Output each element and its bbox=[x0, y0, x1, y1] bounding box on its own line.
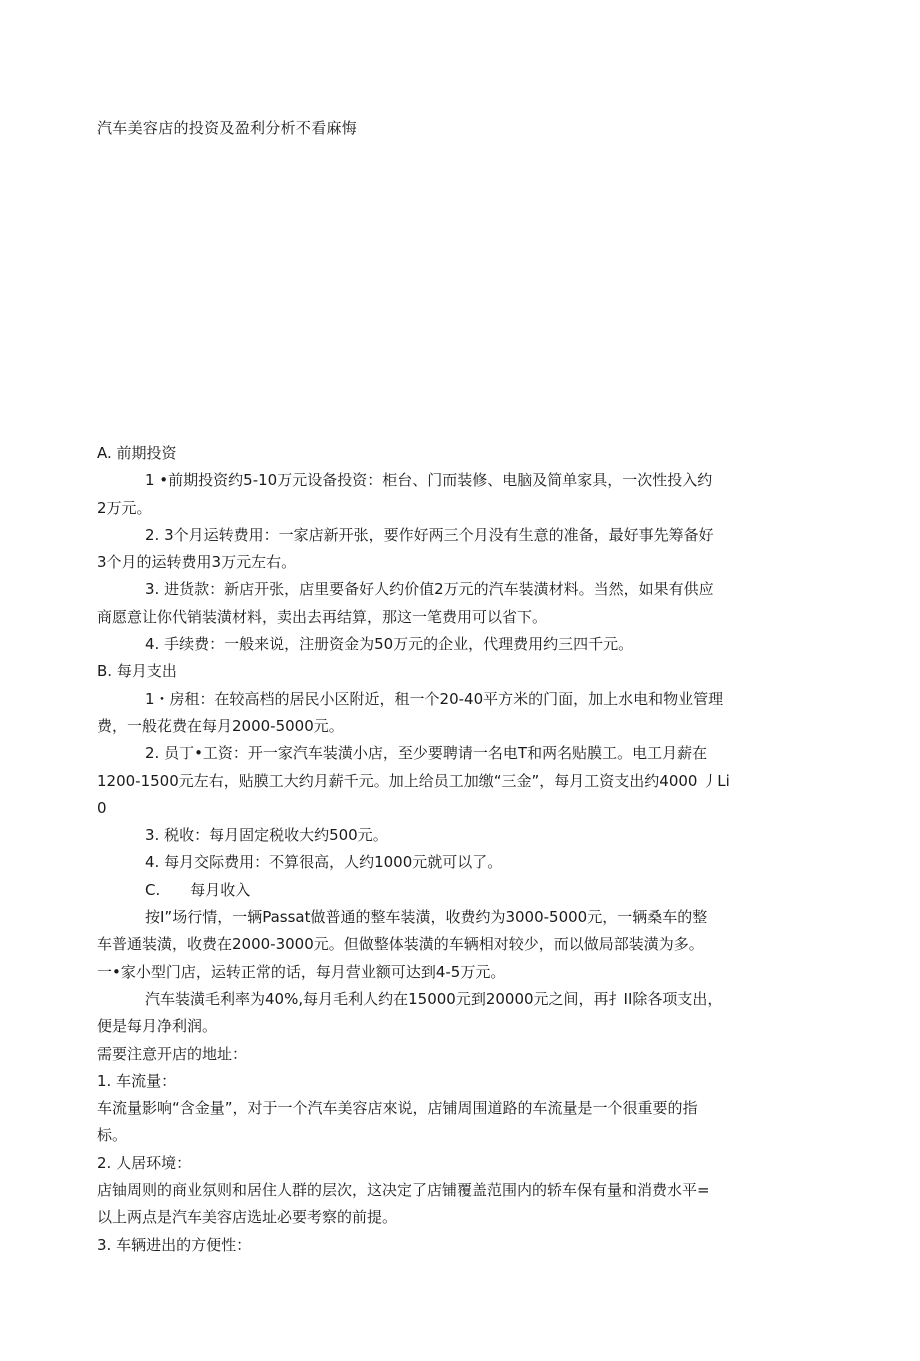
text-line: 2. 人居环境： bbox=[97, 1153, 192, 1172]
text-line: 一•家小型门店，运转正常的话，每月营业额可达到4-5万元。 bbox=[97, 962, 506, 981]
text-line: 2. 员丁•工资：开一家汽车装潢小店，至少要聘请一名电T和两名贴膜工。电工月薪在 bbox=[145, 744, 708, 763]
text-line: 3个月的运转费用3万元左右。 bbox=[97, 553, 297, 572]
text-line: 3. 车辆进出的方便性： bbox=[97, 1235, 252, 1254]
text-line: 3. 进货款：新店开张，店里要备好人约价值2万元的汽车装潢材料。当然，如果有供应 bbox=[145, 580, 714, 599]
text-line: 1. 车流量： bbox=[97, 1071, 177, 1090]
text-line: 标。 bbox=[97, 1126, 128, 1145]
document-body bbox=[97, 440, 817, 1259]
text-line: 按I”场行情，一辆Passat做普通的整车装潢，收费约为3000-5000元，一辆桑车的整 bbox=[145, 908, 708, 927]
text-line: 车普通装潢，收费在2000-3000元。但做整体装潢的车辆相对较少，而以做局部装潢为多。 bbox=[97, 935, 704, 954]
text-line: 便是每月净利润。 bbox=[97, 1017, 218, 1036]
text-line: 费，一般花费在每月2000-5000元。 bbox=[97, 716, 344, 735]
text-line: 店铀周则的商业氛则和居住人群的层次，这决定了店铺覆盖范围内的轿车保有量和消费水平= bbox=[97, 1181, 710, 1200]
text-line: 3. 税收：每月固定税收大约500元。 bbox=[145, 826, 388, 845]
text-line: 以上两点是汽车美容店选址必要考察的前提。 bbox=[97, 1208, 398, 1227]
text-line: 车流量影响“含金量”，对于一个汽车美容店來说，店铺周围道路的车流量是一个很重要的指 bbox=[97, 1099, 698, 1118]
text-line: 4. 手续费：一般来说，注册资金为50万元的企业，代理费用约三四千元。 bbox=[145, 635, 634, 654]
text-line: C. 每月收入 bbox=[145, 880, 251, 899]
text-line: 4. 每月交际费用：不算很高，人约1000元就可以了。 bbox=[145, 853, 503, 872]
text-line: 2万元。 bbox=[97, 498, 152, 517]
text-line: 汽车装潢毛利率为40%,每月毛利人约在15000元到20000元之间，再扌II除各项支出， bbox=[145, 989, 723, 1008]
page-title: 汽车美容店的投资及盈利分析不看麻悔 bbox=[97, 119, 358, 137]
text-line: 0 bbox=[97, 798, 107, 817]
text-line: 1 •前期投资约5-10万元设备投资：柜台、门而装修、电脑及简单家具，一次性投入约 bbox=[145, 471, 713, 490]
text-line: 1200-1500元左右，贴膜工大约月薪千元。加上给员工加缴“三金”，每月工资支出约4000 丿Li bbox=[97, 771, 730, 790]
text-line: 1・房租：在较高档的居民小区附近，租一个20-40平方米的门面，加上水电和物业管理 bbox=[145, 689, 724, 708]
text-line: 需要注意开店的地址： bbox=[97, 1044, 248, 1063]
text-line: A. 前期投资 bbox=[97, 444, 177, 462]
text-line: B. 每月支出 bbox=[97, 662, 177, 681]
text-line: 商愿意让你代销装潢材料，卖出去再结算，那这一笔费用可以省下。 bbox=[97, 607, 548, 626]
text-line: 2. 3个月运转费用：一家店新开张，要作好两三个月没有生意的准备，最好事先筹备好 bbox=[145, 525, 714, 544]
